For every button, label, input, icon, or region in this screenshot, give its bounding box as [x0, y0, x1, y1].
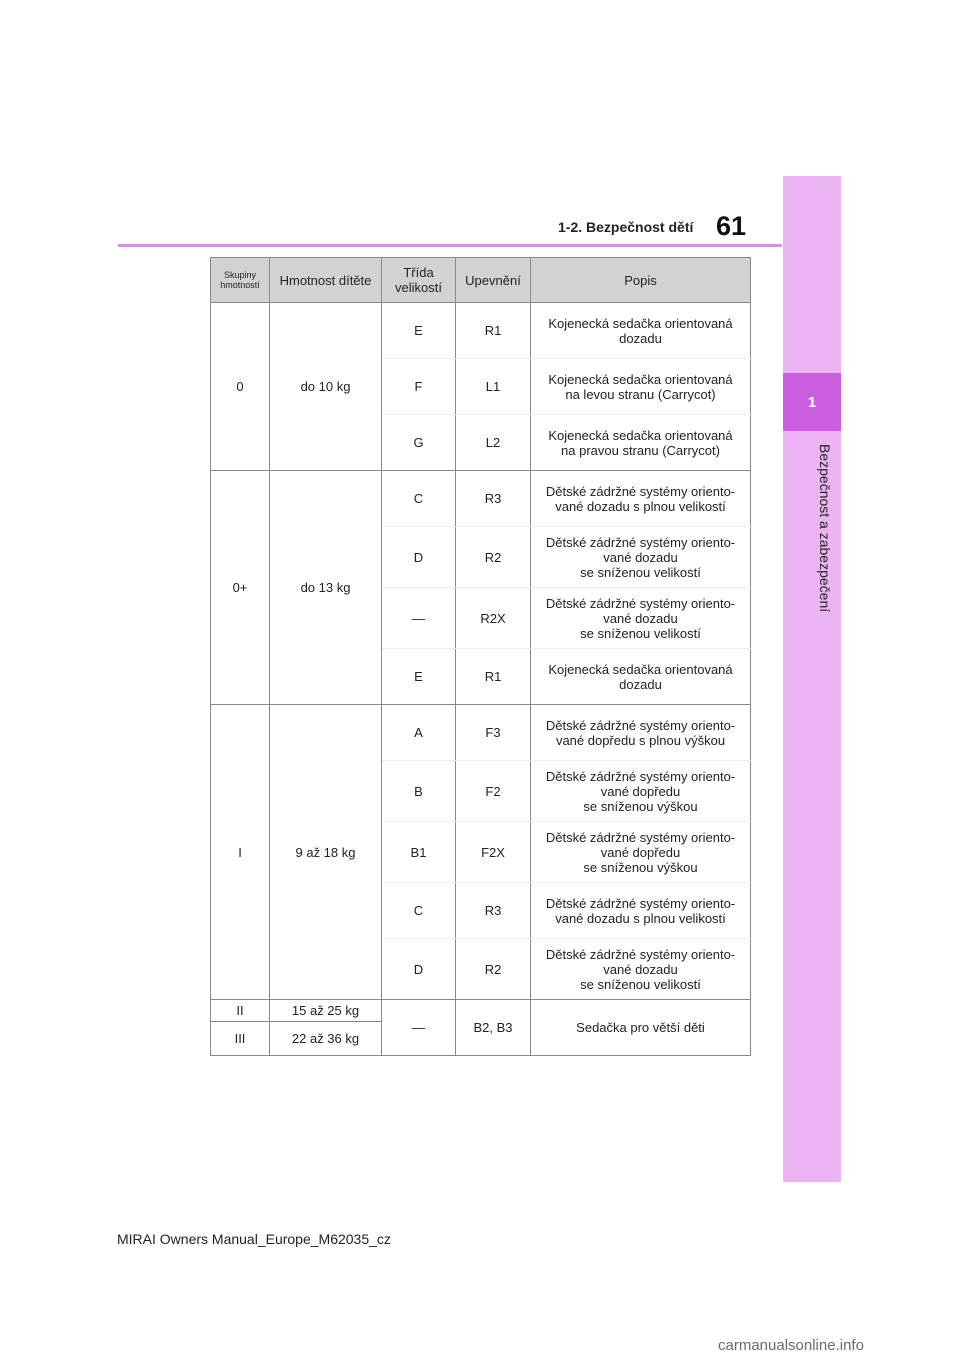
size-class-cell: D [382, 527, 456, 588]
child-seat-table [210, 257, 751, 1056]
description-cell: Dětské zádržné systémy oriento- vané dozadu se sníženou velikostí [531, 939, 751, 1000]
fixture-cell: L1 [456, 359, 531, 415]
description-cell: Kojenecká sedačka orientovaná dozadu [531, 649, 751, 705]
child-weight-cell: do 13 kg [270, 471, 382, 705]
size-class-cell: F [382, 359, 456, 415]
child-weight-cell: 22 až 36 kg [270, 1021, 382, 1055]
size-class-cell: A [382, 705, 456, 761]
size-class-cell: G [382, 415, 456, 471]
size-class-cell: B1 [382, 822, 456, 883]
fixture-cell: R3 [456, 471, 531, 527]
fixture-cell: F2 [456, 761, 531, 822]
weight-group-cell: III [211, 1021, 270, 1055]
description-cell: Kojenecká sedačka orientovaná dozadu [531, 303, 751, 359]
table-row [211, 471, 751, 527]
page-number: 61 [716, 211, 747, 241]
child-weight-cell: do 10 kg [270, 303, 382, 471]
description-cell: Dětské zádržné systémy oriento- vané dozadu se sníženou velikostí [531, 527, 751, 588]
description-cell: Kojenecká sedačka orientovaná na levou stranu (Carrycot) [531, 359, 751, 415]
fixture-cell: B2, B3 [456, 1000, 531, 1056]
size-class-cell: E [382, 649, 456, 705]
table-row [211, 1000, 751, 1022]
fixture-cell: R1 [456, 303, 531, 359]
fixture-cell: L2 [456, 415, 531, 471]
description-cell: Dětské zádržné systémy oriento- vané dopředu se sníženou výškou [531, 761, 751, 822]
child-weight-cell: 15 až 25 kg [270, 1000, 382, 1022]
fixture-cell: F3 [456, 705, 531, 761]
weight-group-cell: 0+ [211, 471, 270, 705]
description-cell: Dětské zádržné systémy oriento- vané dopředu s plnou výškou [531, 705, 751, 761]
size-class-cell: C [382, 471, 456, 527]
header-description: Popis [531, 258, 751, 303]
chapter-title: Bezpečnost a zabezpečení [817, 444, 833, 613]
fixture-cell: R1 [456, 649, 531, 705]
footer-doc-id: MIRAI Owners Manual_Europe_M62035_cz [117, 1231, 391, 1247]
description-cell: Dětské zádržné systémy oriento- vané dozadu s plnou velikostí [531, 471, 751, 527]
description-cell: Kojenecká sedačka orientovaná na pravou stranu (Carrycot) [531, 415, 751, 471]
fixture-cell: R2X [456, 588, 531, 649]
size-class-cell: E [382, 303, 456, 359]
size-class-cell: — [382, 1000, 456, 1056]
weight-group-cell: I [211, 705, 270, 1000]
header-size-class: Třída velikostí [382, 258, 456, 303]
description-cell: Dětské zádržné systémy oriento- vané dozadu s plnou velikostí [531, 883, 751, 939]
chapter-number: 1 [783, 373, 841, 431]
size-class-cell: — [382, 588, 456, 649]
fixture-cell: R3 [456, 883, 531, 939]
fixture-cell: R2 [456, 939, 531, 1000]
size-class-cell: D [382, 939, 456, 1000]
description-cell: Dětské zádržné systémy oriento- vané dopředu se sníženou výškou [531, 822, 751, 883]
header-child-weight: Hmotnost dítěte [270, 258, 382, 303]
header-weight-group: Skupiny hmotností [211, 258, 270, 303]
weight-group-cell: II [211, 1000, 270, 1022]
header-fixture: Upevnění [456, 258, 531, 303]
chapter-side-tab [783, 176, 841, 1182]
weight-group-cell: 0 [211, 303, 270, 471]
table-header-row [211, 258, 751, 303]
table-row [211, 303, 751, 359]
size-class-cell: B [382, 761, 456, 822]
description-cell: Sedačka pro větší děti [531, 1000, 751, 1056]
fixture-cell: R2 [456, 527, 531, 588]
description-cell: Dětské zádržné systémy oriento- vané dozadu se sníženou velikostí [531, 588, 751, 649]
header-rule [118, 244, 782, 247]
child-weight-cell: 9 až 18 kg [270, 705, 382, 1000]
fixture-cell: F2X [456, 822, 531, 883]
section-title: 1-2. Bezpečnost dětí [558, 219, 694, 235]
watermark: carmanualsonline.info [718, 1337, 864, 1354]
size-class-cell: C [382, 883, 456, 939]
table-row [211, 705, 751, 761]
